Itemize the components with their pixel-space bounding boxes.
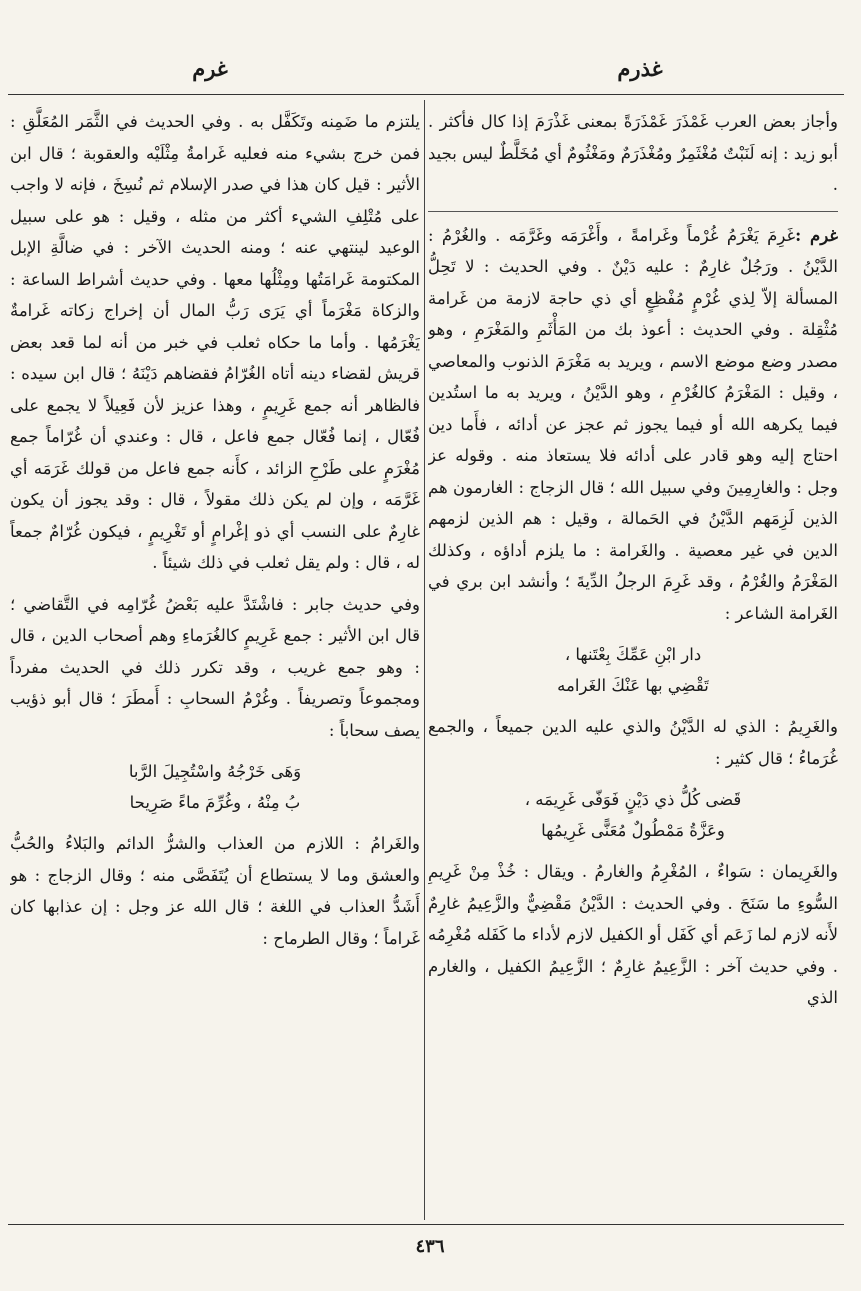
verse-block: [10, 756, 420, 818]
entry-headword: غرم :: [795, 225, 838, 245]
entry-paragraph: [428, 220, 838, 630]
paragraph: والغَرامُ : اللازم من العذاب والشرُّ الدائم والبَلاءُ والحُبُّ والعشق وما لا يستطاع أن يُتَفَصَّى منه ؛ وقال الزجاج : هو أَشَدُّ العذاب في اللغة ؛ قال الله عز وجل : إن عذابها كان غَراماً ؛ وقال الطرماح :: [10, 834, 420, 948]
entry-text: غَرِمَ يَغْرَمُ غُرْماً وغَرامةً ، وأَغْرَمَه وغَرَّمَه . والغُرْمُ : الدَّيْنُ . ورَجُلٌ غارِمٌ : عليه دَيْنٌ . وفي الحديث : لا تَحِلُّ المسألة إلاّ لِذي غُرْمٍ مُفْظِعٍ أي ذي حاجة لازمة من غَرامة مُثْقِلة . وفي الحديث : أعوذ بك من المَأْثَمِ والمَغْرَمِ ، وهو مصدر وضع موضع الاسم ، ويريد به مَغْرَمَ الذنوب والمعاصي ، وقيل : المَغْرَمُ كالغُرْمِ ، وهو الدَّيْنُ ، ويريد به ما استُدين فيما يكرهه الله أو فيما يجوز ثم عجز عن أدائه ، فأَما دين احتاج إليه وهو قادر على أدائه فلا يستعاذ منه . وقوله عز وجل : والغارِمِينَ وفي سبيل الله ؛ قال الزجاج : الغارمون هم الذين لَزِمَهم الدَّيْنُ في الحَمالة ، وقيل : هم الذين لزمهم الدين في غير معصية . والغَرامة : ما يلزم أداؤه ، وكذلك المَغْرَمُ والغُرْمُ ، وقد غَرِمَ الرجلُ الدِّيةَ ؛ وأنشد ابن بري في الغَرامة الشاعر :: [428, 225, 838, 623]
paragraph: وفي حديث جابر : فاشْتَدَّ عليه بَعْضُ غُرّامِه في التَّقاضي ؛ قال ابن الأثير : جمع غَرِيمٍ كالغُرَماءِ وهم أصحاب الدين ، قال : وهو جمع غريب ، وقد تكرر ذلك في الحديث مفرداً ومجموعاً وتصريفاً . وغُرْمُ السحابِ : أَمطَرَ ؛ قال أبو ذؤيب يصف سحاباً :: [10, 594, 420, 740]
verse-line: تَقْضِي بها عَنْكَ الغَرامه: [557, 676, 709, 695]
verse-line: وَهَى خَرْجُهُ واسْتُجِيلَ الرَّبا: [128, 762, 302, 781]
bottom-rule: [8, 1224, 844, 1225]
top-rule: [8, 94, 844, 95]
verse-line: دار ابْنِ عَمِّكَ بِعْتَنها ،: [564, 645, 702, 664]
entry-divider: [428, 211, 838, 212]
paragraph: والغَرِيمُ : الذي له الدَّيْنُ والذي عليه الدين جميعاً ، والجمع غُرَماءُ ؛ قال كثير :: [428, 717, 838, 768]
paragraph: والغَرِيمان : سَواءٌ ، المُغْرِمُ والغارمُ . ويقال : خُذْ مِنْ غَرِيمِ السُّوءِ ما سَنَحَ . وفي الحديث : الدَّيْنُ مَقْضِيٌّ والزَّعِيمُ غارِمٌ لأَنه لازم لما زَعَم أي كَفَل أو الكفيل لازم لأداء ما كَفَله مُغْرِمُه . وفي حديث آخر : الزَّعِيمُ غارِمٌ ؛ الزَّعِيمُ الكفيل ، والغارم الذي: [428, 862, 838, 1007]
verse-line: قَضى كُلُّ ذي دَيْنٍ فَوَفّى غَرِيمَه ،: [524, 790, 742, 809]
left-column: [10, 106, 420, 1218]
verse-block: [428, 784, 838, 846]
running-head-left: غرم: [192, 56, 228, 81]
column-divider: [424, 100, 425, 1220]
verse-line: وعَزَّةُ مَمْطُولٌ مُعَنًّى غَرِيمُها: [541, 821, 725, 840]
paragraph: وأجاز بعض العرب غَمْذَرَ غَمْذَرَةً بمعنى غَذْرَمَ إذا كال فأكثر . أبو زيد : إنه لَنَبْتٌ مُغْثَمِرٌ ومُغْذَرَمٌ ومَغْثُومٌ أي مُخَلَّطٌ ليس بجيد .: [428, 112, 838, 194]
page-number: ٤٣٦: [415, 1236, 445, 1257]
right-column: [428, 106, 838, 1218]
verse-line: بُ مِنْهُ ، وغُرِّمَ ماءً صَرِيحا: [129, 793, 301, 812]
paragraph: يلتزم ما ضَمِنه وتَكَفَّل به . وفي الحديث في الثَّمَر المُعَلَّقِ : فمن خرج بشيء منه فعليه غَرامةُ مِثْلَيْه والعقوبة ؛ قال ابن الأثير : قيل كان هذا في صدر الإسلام ثم نُسِخَ ، فإنه لا واجب على مُتْلِفِ الشيء أكثر من مثله ، وقيل : هو على سبيل الوعيد لينتهي عنه ؛ ومنه الحديث الآخر : في ضالَّةِ الإبل المكتومة غَرامَتُها ومِثْلُها معها . وفي حديث أشراط الساعة : والزكاة مَغْرَماً أي يَرَى رَبُّ المال أن إخراج زكاته غَرامةٌ يَغْرَمُها . وأما ما حكاه ثعلب في خبر من أنه لما قعد بعض قريش لقضاء دينه أتاه الغُرّامُ فقضاهم دَيْنَهُ ؛ قال ابن سيده : فالظاهر أنه جمع غَرِيمٍ ، وهذا عزيز لأن فَعِيلاً لا يجمع على فُعّال ، إنما فُعّال جمع فاعل ، قال : وعندي أن غُرّاماً جمع مُغْرَمٍ على طَرْحِ الزائد ، كأَنه جمع فاعل من قولك غَرَمَه أي غَرَّمَه ، وإن لم يكن ذلك مقولاً ، قال : وقد يجوز أن يكون غارِمٌ على النسب أي ذو إغْرامٍ أو تَغْرِيمٍ ، فيكون غُرّامٌ جمعاً له ، قال : ولم يقل ثعلب في ذلك شيئاً .: [10, 112, 420, 572]
verse-block: [428, 639, 838, 701]
running-head-right: غذرم: [617, 56, 663, 81]
